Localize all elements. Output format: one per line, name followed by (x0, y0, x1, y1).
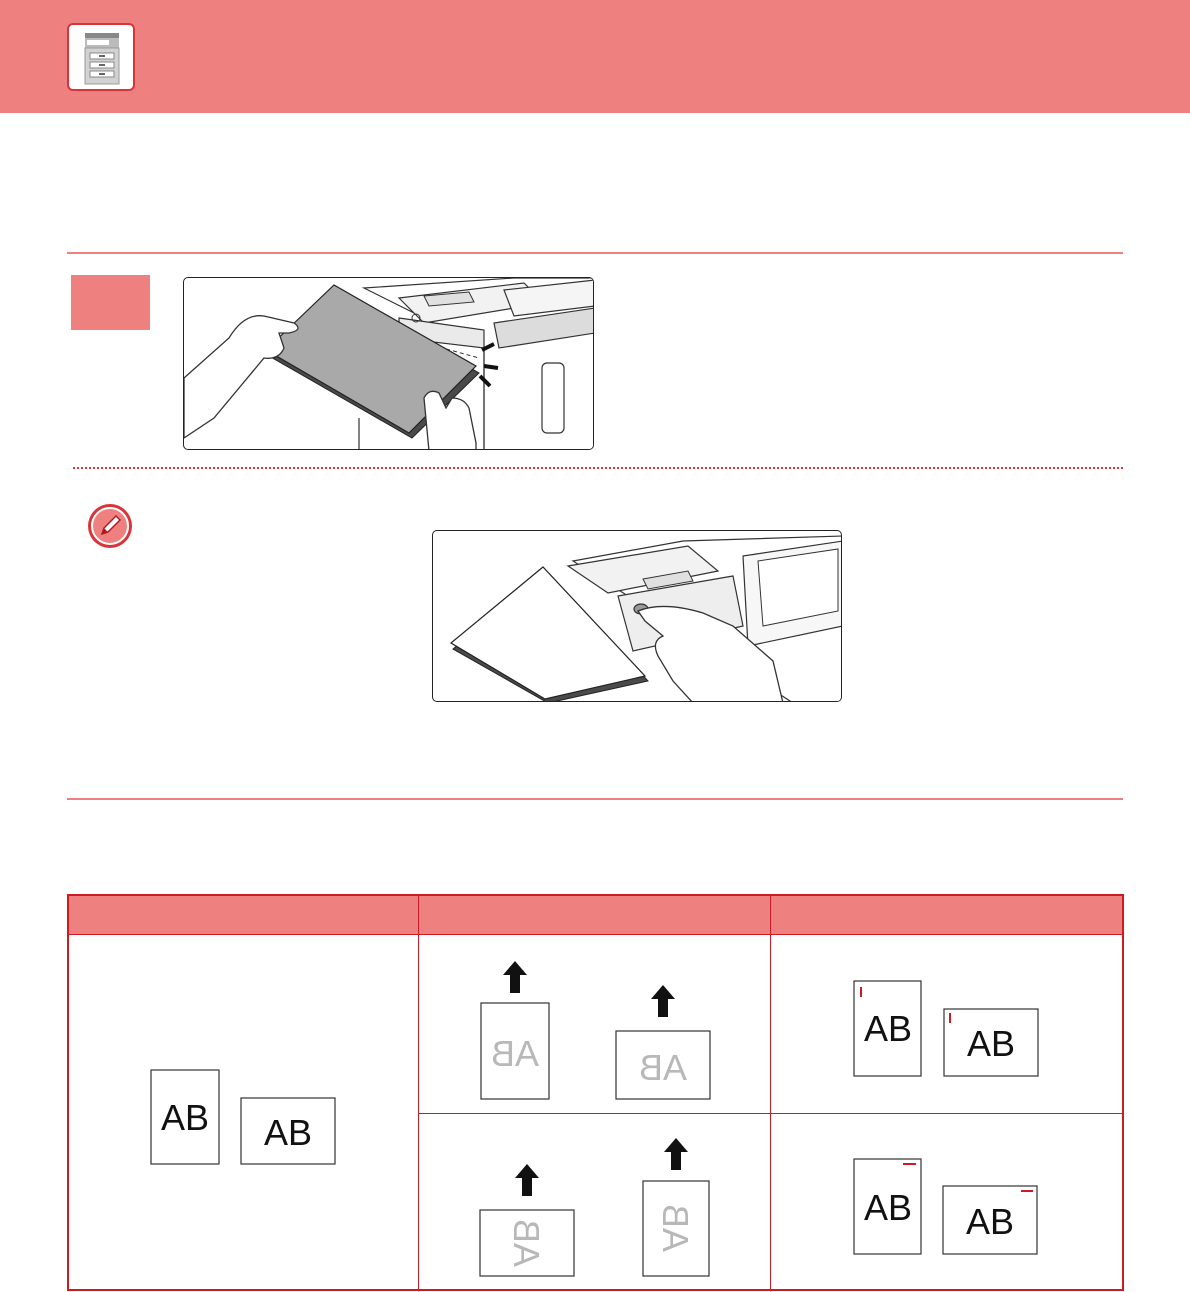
result-row-1 (771, 935, 1124, 1113)
placed-landscape-text: AB (638, 1047, 688, 1088)
landscape-sheet-text: AB (263, 1112, 313, 1153)
result-portrait-text: AB (863, 1187, 913, 1228)
original-sheets (67, 935, 418, 1291)
header-band (0, 0, 1190, 113)
placement-row-2 (419, 1114, 770, 1290)
pencil-icon (86, 502, 134, 550)
header-icon-frame (67, 23, 135, 91)
placed-portrait-rotated-text: AB (655, 1203, 696, 1253)
arrow-up-icon (651, 985, 675, 1017)
arrow-up-icon (664, 1138, 688, 1170)
placed-landscape-rotated-text: AB (506, 1218, 547, 1268)
orientation-table (67, 894, 1124, 1292)
result-portrait-text: AB (863, 1008, 913, 1049)
section-divider-1 (67, 252, 1123, 254)
copier-icon (82, 31, 122, 87)
step-number-badge (71, 275, 150, 330)
illustration-load-originals (183, 277, 594, 450)
arrow-up-icon (515, 1164, 539, 1196)
feeder-button-illustration (433, 531, 842, 702)
result-landscape-text: AB (966, 1023, 1016, 1064)
placed-portrait-text: AB (490, 1033, 540, 1074)
placement-row-1 (419, 935, 770, 1113)
result-row-2 (771, 1114, 1124, 1290)
note-separator (73, 467, 1123, 469)
result-landscape-text: AB (965, 1201, 1015, 1242)
arrow-up-icon (503, 961, 527, 993)
feeder-loading-illustration (184, 278, 594, 450)
section-divider-2 (67, 798, 1123, 800)
illustration-press-feeder-button (432, 530, 842, 702)
portrait-sheet-text: AB (160, 1097, 210, 1138)
